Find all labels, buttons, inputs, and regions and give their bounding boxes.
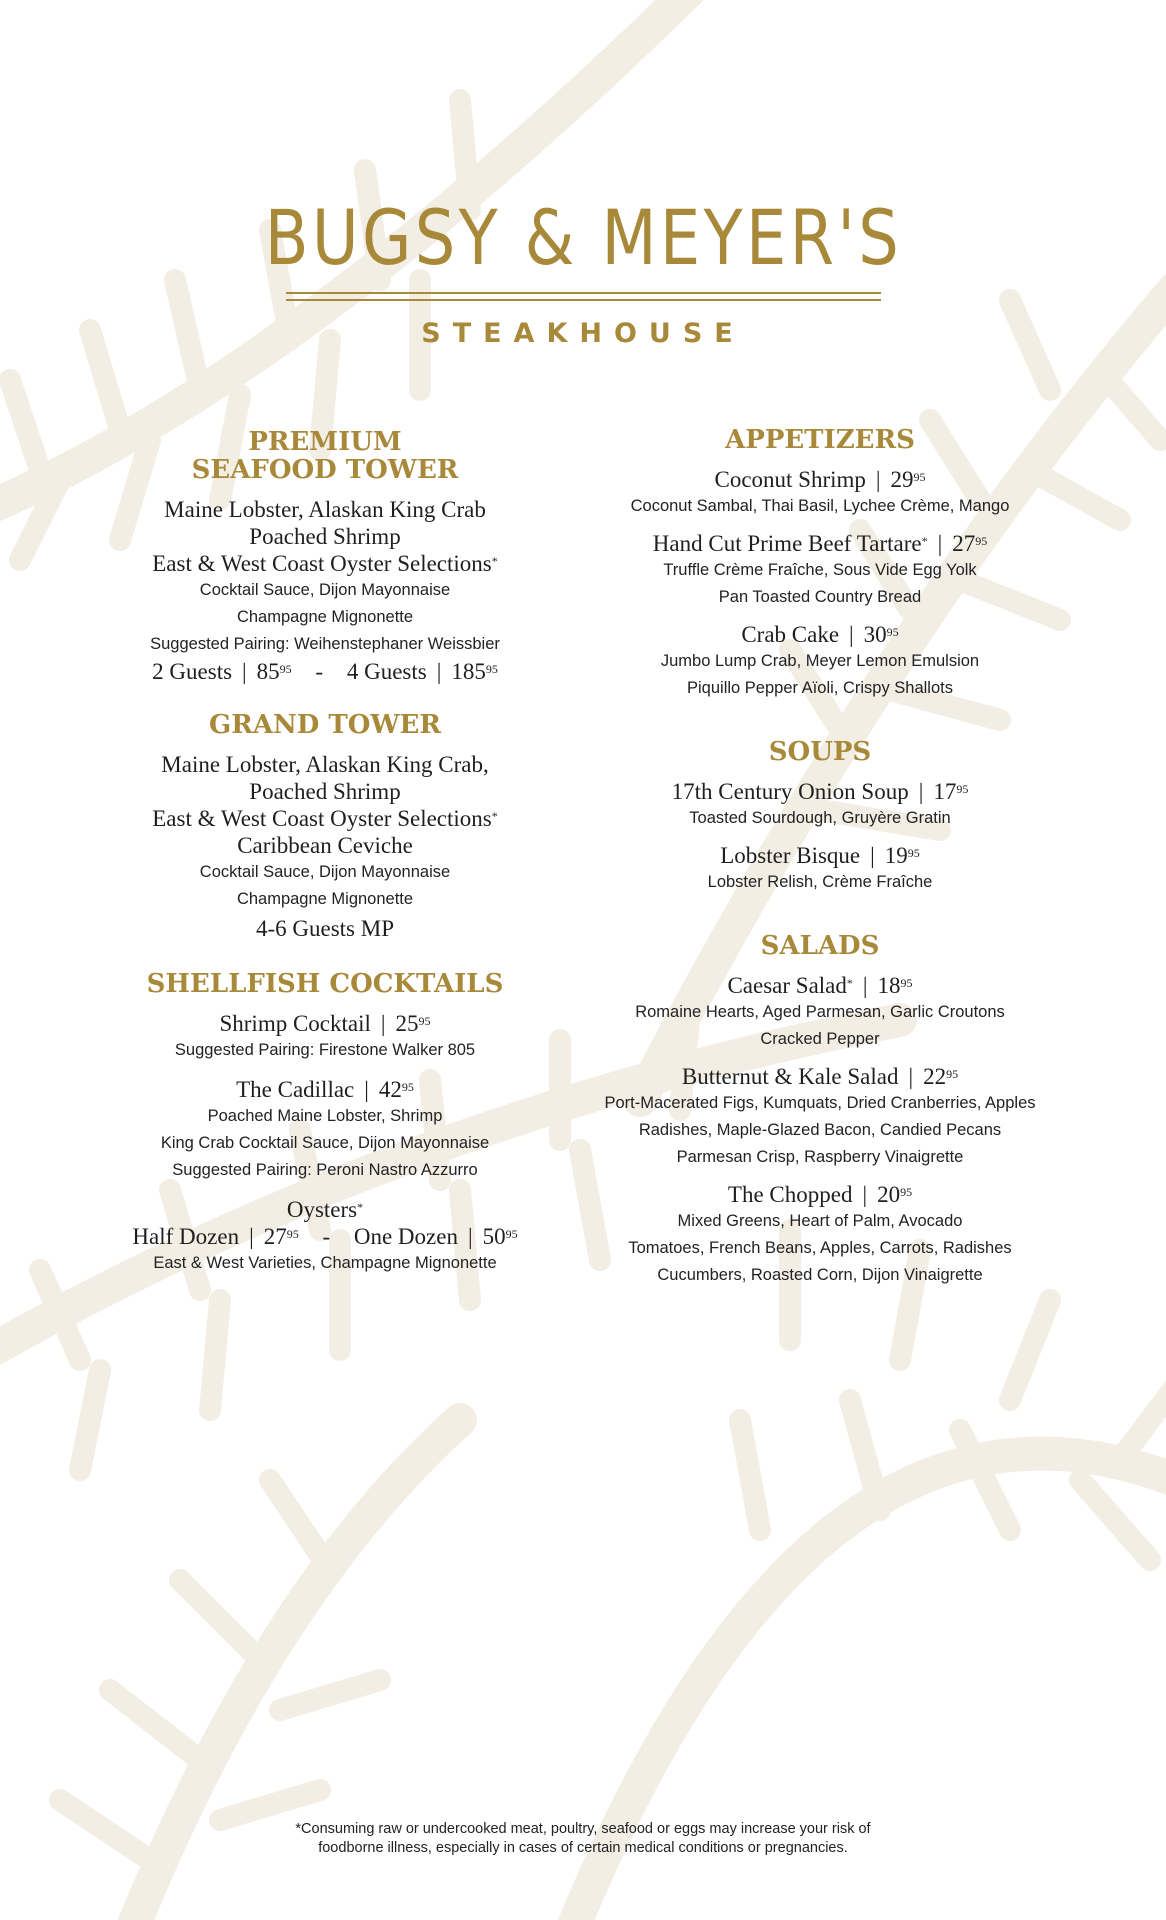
oysters-desc: East & West Varieties, Champagne Mignonette	[153, 1254, 497, 1272]
appetizer-desc: Jumbo Lump Crab, Meyer Lemon Emulsion	[660, 652, 980, 670]
salad-desc: Mixed Greens, Heart of Palm, Avocado	[677, 1212, 963, 1230]
oysters-item: Oysters*	[286, 1197, 364, 1222]
shrimp-cocktail-pairing: Suggested Pairing: Firestone Walker 805	[174, 1041, 476, 1059]
brand-header	[0, 193, 1166, 282]
grand-line: East & West Coast Oyster Selections*	[152, 806, 498, 831]
salad-desc: Cracked Pepper	[760, 1030, 880, 1048]
premium-line: Poached Shrimp	[249, 524, 401, 549]
soup-desc: Toasted Sourdough, Gruyère Gratin	[689, 809, 951, 827]
grand-price: 4-6 Guests MP	[255, 916, 394, 941]
grand-desc: Champagne Mignonette	[236, 890, 414, 908]
section-title-premium-2: SEAFOOD TOWER	[191, 455, 459, 485]
grand-line: Caribbean Ceviche	[237, 833, 413, 858]
premium-line: East & West Coast Oyster Selections*	[152, 551, 498, 576]
cadillac-desc: King Crab Cocktail Sauce, Dijon Mayonnaise	[160, 1134, 490, 1152]
brand-rule-top	[286, 292, 881, 294]
soup-item: Lobster Bisque | $19^{95}$	[720, 843, 920, 868]
appetizer-item: Hand Cut Prime Beef Tartare* | $27^{95}$	[652, 531, 988, 556]
section-title-shellfish: SHELLFISH COCKTAILS	[146, 969, 504, 999]
section-title-grand-tower: GRAND TOWER	[209, 710, 441, 740]
salad-item: The Chopped | $20^{95}$	[727, 1182, 913, 1207]
cadillac-item: The Cadillac | $42^{95}$	[236, 1077, 414, 1102]
appetizer-desc: Pan Toasted Country Bread	[718, 588, 922, 606]
salad-desc: Port-Macerated Figs, Kumquats, Dried Cranberries, Apples	[604, 1094, 1036, 1112]
grand-line: Maine Lobster, Alaskan King Crab,	[161, 752, 489, 777]
premium-pairing: Suggested Pairing: Weihenstephaner Weissbier	[150, 635, 500, 653]
right-column	[580, 426, 1060, 1289]
salad-desc: Parmesan Crisp, Raspberry Vinaigrette	[676, 1148, 964, 1166]
salad-item: Butternut & Kale Salad | $22^{95}$	[681, 1064, 959, 1089]
shrimp-cocktail-item: Shrimp Cocktail | $25^{95}$	[219, 1011, 431, 1036]
appetizer-desc: Truffle Crème Fraîche, Sous Vide Egg Yolk	[663, 561, 977, 579]
brand-rule-bottom	[286, 299, 881, 301]
appetizer-desc: Piquillo Pepper Aïoli, Crispy Shallots	[687, 679, 953, 697]
grand-desc: Cocktail Sauce, Dijon Mayonnaise	[199, 863, 451, 881]
soup-desc: Lobster Relish, Crème Fraîche	[707, 873, 933, 891]
health-disclaimer	[0, 1820, 1166, 1858]
salad-desc: Romaine Hearts, Aged Parmesan, Garlic Croutons	[635, 1003, 1005, 1021]
appetizer-desc: Coconut Sambal, Thai Basil, Lychee Crème, Mango	[630, 497, 1010, 515]
section-title-premium: PREMIUM	[248, 427, 402, 457]
premium-prices: 2 Guests | $85^{95} - 4$ Guests | $185^{95}$	[152, 659, 498, 684]
appetizer-item: Crab Cake | $30^{95}$	[741, 622, 899, 647]
left-column	[90, 428, 560, 1277]
salad-item: Caesar Salad* | $18^{95}$	[727, 973, 913, 998]
brand-logo: BUGSY & MEYER'S	[264, 193, 902, 282]
disclaimer-line: foodborne illness, especially in cases of certain medical conditions or pregnancies.	[318, 1840, 848, 1856]
cadillac-desc: Poached Maine Lobster, Shrimp	[207, 1107, 443, 1125]
section-title-soups: SOUPS	[768, 737, 872, 767]
premium-desc: Champagne Mignonette	[236, 608, 414, 626]
grand-line: Poached Shrimp	[249, 779, 401, 804]
soup-item: 17th Century Onion Soup | $17^{95}$	[671, 779, 969, 804]
premium-line: Maine Lobster, Alaskan King Crab	[164, 497, 486, 522]
oysters-prices: Half Dozen | $27^{95}$ - One Dozen | $50^{95}$	[132, 1224, 518, 1249]
disclaimer-line: *Consuming raw or undercooked meat, poultry, seafood or eggs may increase your risk of	[295, 1821, 871, 1837]
salad-desc: Cucumbers, Roasted Corn, Dijon Vinaigrette	[657, 1266, 983, 1284]
section-title-appetizers: APPETIZERS	[725, 425, 915, 455]
cadillac-pairing: Suggested Pairing: Peroni Nastro Azzurro	[172, 1161, 478, 1179]
premium-desc: Cocktail Sauce, Dijon Mayonnaise	[199, 581, 451, 599]
salad-desc: Radishes, Maple-Glazed Bacon, Candied Pecans	[638, 1121, 1002, 1139]
salad-desc: Tomatoes, French Beans, Apples, Carrots, Radishes	[628, 1239, 1012, 1257]
section-title-salads: SALADS	[760, 931, 880, 961]
appetizer-item: Coconut Shrimp | $29^{95}$	[714, 467, 926, 492]
brand-subtitle: STEAKHOUSE	[421, 318, 745, 349]
